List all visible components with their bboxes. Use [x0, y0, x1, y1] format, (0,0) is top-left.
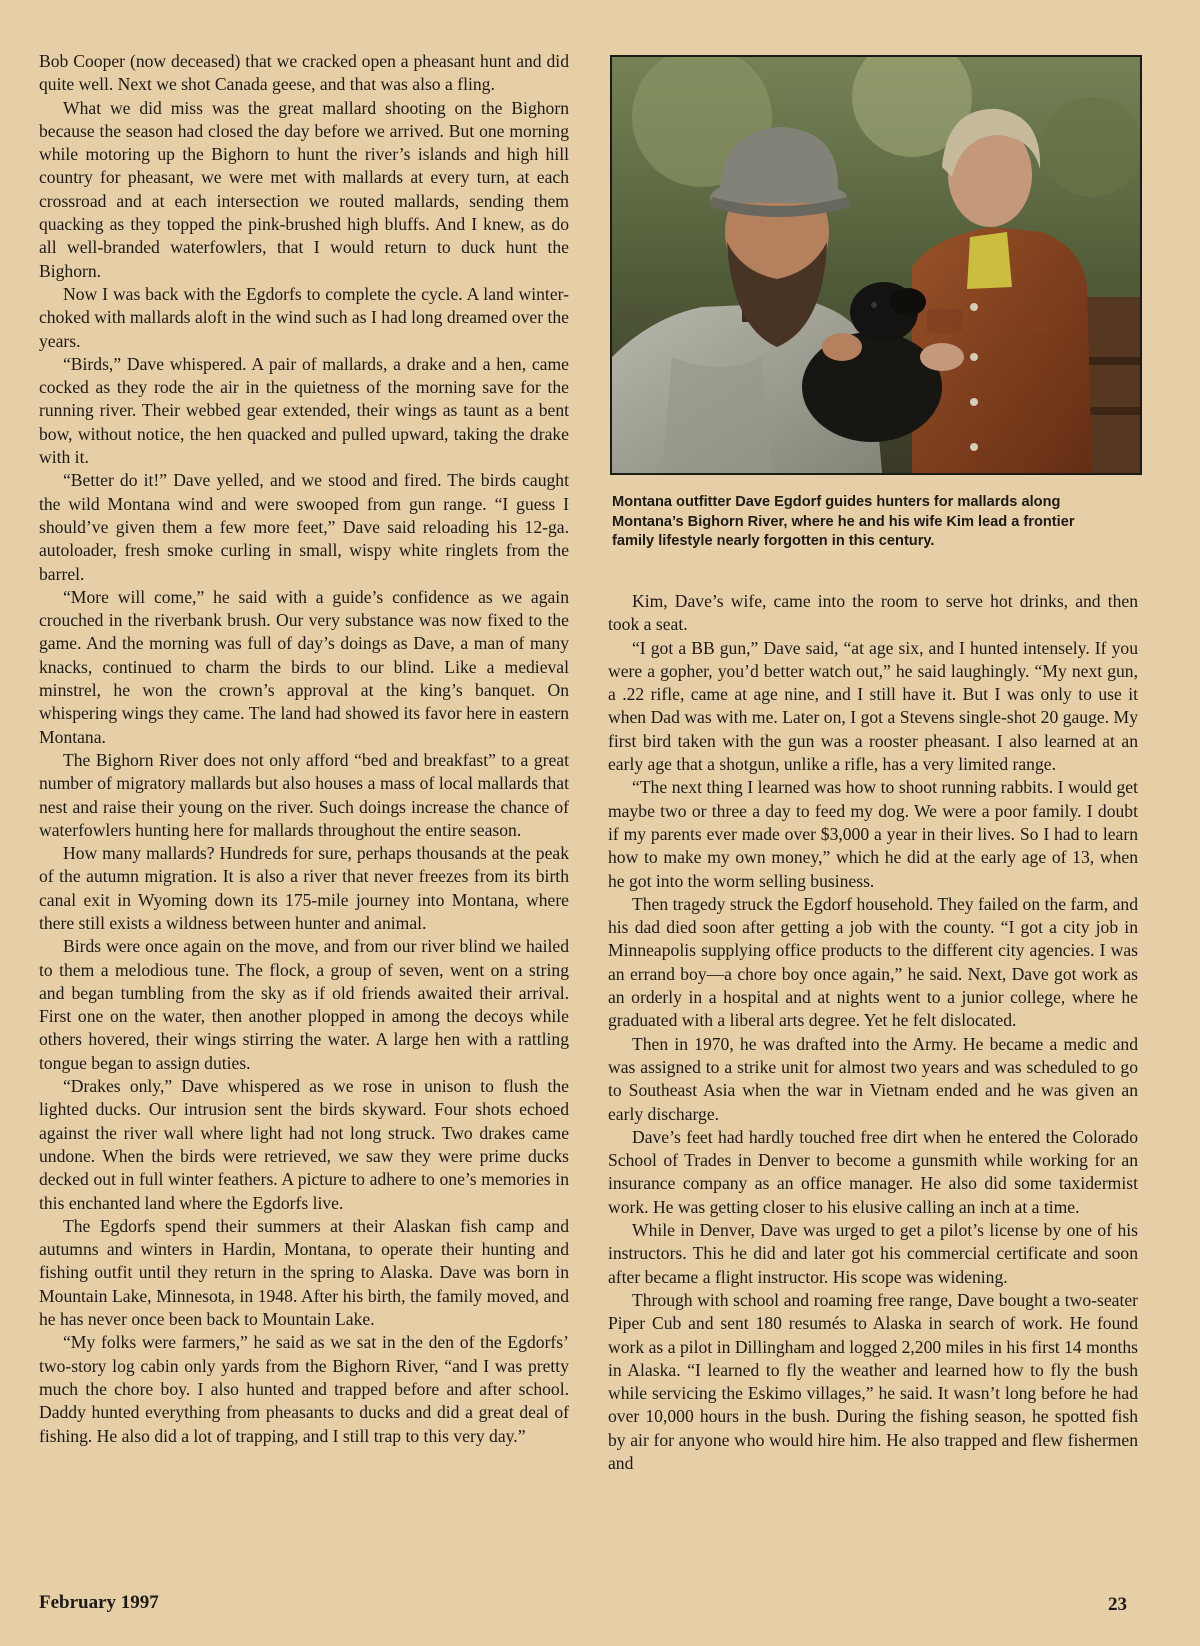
- photo-caption: Montana outfitter Dave Egdorf guides hunters for mallards along Montana’s Bighorn River, where he and his wife Kim lead a frontier family lifestyle nearly forgotten in this century.: [612, 494, 1075, 549]
- paragraph: How many mallards? Hundreds for sure, perhaps thousands at the peak of the autumn migration. It is also a river that never freezes from its birth canal exit in Wyoming down its 175-mile journey into Montana, where there still exists a wildness between hunter and animal.: [39, 843, 569, 933]
- paragraph: Then tragedy struck the Egdorf household. They failed on the farm, and his dad died soon after getting a job with the county. “I got a city job in Minneapolis supplying office products to the different city agencies. I was an errand boy—a chore boy once again,” he said. Next, Dave got work as an orderly in a hospital and at nights went to a junior college, where he graduated with a liberal arts degree. Yet he felt dislocated.: [608, 893, 1138, 1031]
- paragraph: Through with school and roaming free range, Dave bought a two-seater Piper Cub and sent 180 resumés to Alaska in search of work. He found work as a pilot in Dillingham and logged 2,200 miles in his first 14 months in Alaska. “I learned to fly the weather and learned how to fly the bush while servicing the Eskimo villages,” he said. It wasn’t long before he had over 10,000 hours in the bush. During the fishing season, he spotted fish by air for anyone who would hire him. He also trapped and flew fishermen and: [608, 1289, 1138, 1473]
- paragraph: “Better do it!” Dave yelled, and we stood and fired. The birds caught the wild Montana wind and were swooped from gun range. “I guess I should’ve given them a few more feet,” Dave said reloading his 12-ga. autoloader, fresh smoke curling in small, wispy white ringlets from the barrel.: [39, 470, 569, 584]
- paragraph: The Bighorn River does not only afford “bed and breakfast” to a great number of migratory mallards but also houses a mass of local mallards that nest and raise their young on the river. Such doings increase the chance of waterfowlers hunting here for mallards throughout the entire season.: [39, 749, 569, 840]
- page-number: 23: [1108, 1594, 1127, 1615]
- left-text-column: [39, 50, 569, 1448]
- paragraph: “The next thing I learned was how to shoot running rabbits. I would get maybe two or three a day to feed my dog. We were a poor family. I doubt if my parents ever made over $3,000 a year in their lives. So I had to learn how to make my own money,” which he did at the early age of 13, when he got into the worm selling business.: [608, 777, 1138, 891]
- paragraph: “My folks were farmers,” he said as we sat in the den of the Egdorfs’ two-story log cabin only yards from the Bighorn River, “and I was pretty much the chore boy. I also hunted and trapped before and after school. Daddy hunted everything from pheasants to ducks and did a great deal of fishing. He also did a lot of trapping, and I still trap to this very day.”: [39, 1332, 569, 1446]
- paragraph: The Egdorfs spend their summers at their Alaskan fish camp and autumns and winters in Hardin, Montana, to operate their hunting and fishing outfit until they return in the spring to Alaska. Dave was born in Mountain Lake, Minnesota, in 1948. After his birth, the family moved, and he has never once been back to Mountain Lake.: [39, 1215, 569, 1330]
- photo-illustration: [612, 57, 1140, 473]
- paragraph: While in Denver, Dave was urged to get a pilot’s license by one of his instructors. This he did and later got his commercial certificate and soon after became a flight instructor. His scope was widening.: [608, 1220, 1138, 1287]
- paragraph: “Drakes only,” Dave whispered as we rose in unison to flush the lighted ducks. Our intrusion sent the birds skyward. Four shots echoed against the river wall where light had not long struck. Two drakes came undone. When the birds were retrieved, we saw they were prime ducks decked out in full winter feathers. A picture to adhere to one’s memories in this enchanted land where the Egdorfs live.: [39, 1076, 569, 1213]
- paragraph: What we did miss was the great mallard shooting on the Bighorn because the season had closed the day before we arrived. But one morning while motoring up the Bighorn to hunt the river’s islands and high hill country for pheasant, we were met with mallards at every turn, at each crossroad and at each intersection we routed mallards, sending them quacking as they topped the pink-brushed high bluffs. And I knew, as do all well-branded waterfowlers, that I would return to duck hunt the Bighorn.: [39, 97, 569, 281]
- paragraph: Bob Cooper (now deceased) that we cracked open a pheasant hunt and did quite well. Next we shot Canada geese, and that was also a fling.: [39, 51, 569, 95]
- paragraph: Birds were once again on the move, and from our river blind we hailed to them a melodious tune. The flock, a group of seven, went on a string and began tumbling from the sky as if old friends awaited their arrival. First one on the water, then another plopped in among the decoys while others hovered, their wings stirring the water. A large hen with a rattling tongue began to assign duties.: [39, 936, 569, 1073]
- paragraph: Dave’s feet had hardly touched free dirt when he entered the Colorado School of Trades in Denver to become a gunsmith while working for an insurance company as an office manager. He also did some taxidermist work. He was getting closer to his elusive calling an inch at a time.: [608, 1126, 1138, 1217]
- paragraph: Kim, Dave’s wife, came into the room to serve hot drinks, and then took a seat.: [608, 591, 1138, 635]
- issue-date: February 1997: [39, 1592, 159, 1613]
- paragraph: “I got a BB gun,” Dave said, “at age six, and I hunted intensely. If you were a gopher, you’d better watch out,” he said laughingly. “My next gun, a .22 rifle, came at age nine, and I still have it. But I was only to use it when Dad was with me. Later on, I got a Stevens single-shot 20 gauge. My first bird taken with the gun was a rooster pheasant. I also learned at an early age that a shotgun, unlike a rifle, has a very limited range.: [608, 637, 1138, 775]
- paragraph: Then in 1970, he was drafted into the Army. He became a medic and was assigned to a strike unit for almost two years and was scheduled to go to Southeast Asia when the war in Vietnam ended and he was given an early discharge.: [608, 1033, 1138, 1124]
- paragraph: “Birds,” Dave whispered. A pair of mallards, a drake and a hen, came cocked as they rode the air in the quietness of the morning save for the running river. Their webbed gear extended, their wings as taunt as a bent bow, without notice, the hen quacked and pulled upward, taking the drake with it.: [39, 353, 569, 468]
- paragraph: Now I was back with the Egdorfs to complete the cycle. A land winter-choked with mallards aloft in the wind such as I had long dreamed over the years.: [39, 283, 569, 351]
- right-text-column: [608, 590, 1138, 1475]
- paragraph: “More will come,” he said with a guide’s confidence as we again crouched in the riverbank brush. Our very substance was now fixed to the game. And the morning was full of day’s doings as Dave, a man of many knacks, continued to charm the birds to our blind. Like a medieval minstrel, he won the crown’s approval at the king’s banquet. On whispering wings they came. The land had showed its favor here in eastern Montana.: [39, 586, 569, 747]
- photo-outfitter-and-wife: [610, 55, 1142, 475]
